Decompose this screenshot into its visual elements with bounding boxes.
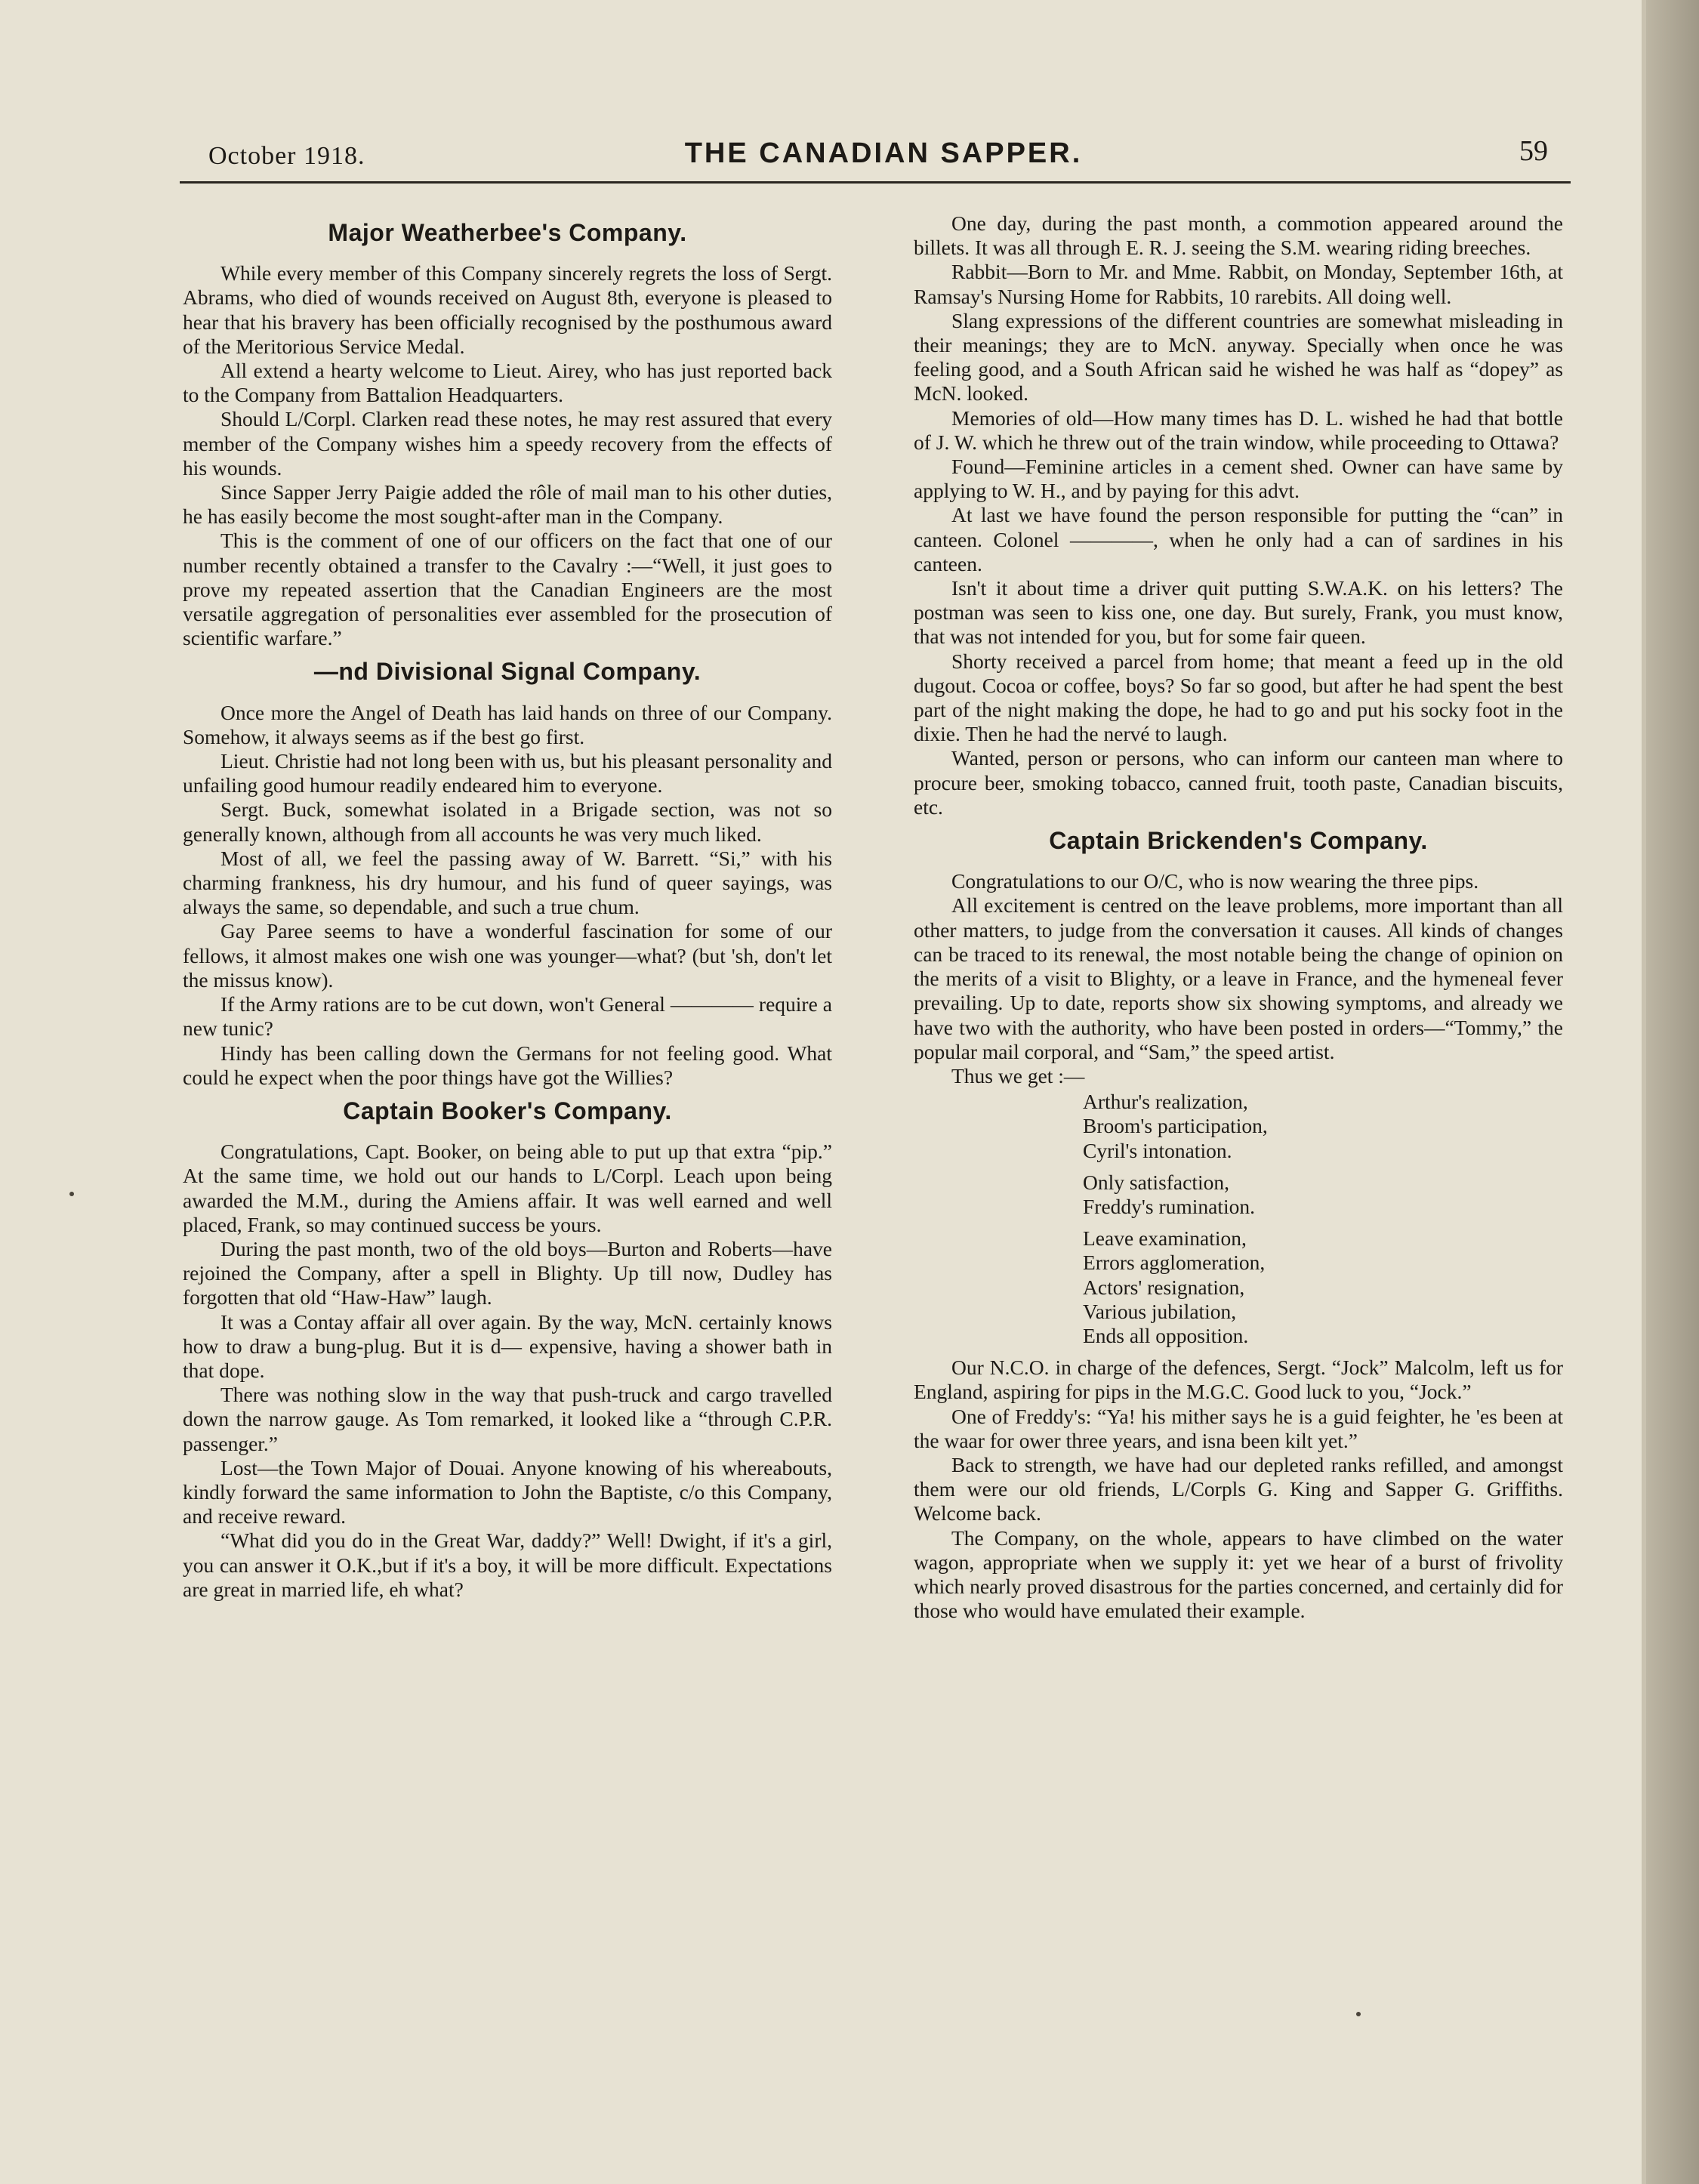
paragraph: Found—Feminine articles in a cement shed. Owner can have same by applying to W. H., and by paying for this advt. [914, 455, 1563, 503]
poem-line: Leave examination, [1083, 1226, 1247, 1251]
poem-line: Arthur's realization, [1083, 1090, 1248, 1114]
poem-line: Only satisfaction, [1083, 1170, 1229, 1194]
acrostic-stanza [1083, 1226, 1563, 1348]
poem-line: Ends all opposition. [1083, 1323, 1249, 1347]
paragraph: There was nothing slow in the way that push-truck and cargo travelled down the narrow gauge. As Tom remarked, it looked like a “through C.P.R. passenger.” [183, 1383, 832, 1455]
acrostic-poem [914, 1090, 1563, 1348]
paragraph: All extend a hearty welcome to Lieut. Airey, who has just reported back to the Company from Battalion Headquarters. [183, 359, 832, 407]
acrostic-stanza [1083, 1171, 1563, 1219]
paragraph: Lost—the Town Major of Douai. Anyone knowing of his whereabouts, kindly forward the same information to John the Baptiste, c/o this Company, and receive reward. [183, 1455, 832, 1528]
paragraph: Sergt. Buck, somewhat isolated in a Brigade section, was not so generally known, although from all accounts he was very much liked. [183, 797, 832, 846]
paragraph: Memories of old—How many times has D. L. wished he had that bottle of J. W. which he threw out of the train window, while proceeding to Ottawa? [914, 406, 1563, 454]
paragraph: Since Sapper Jerry Paigie added the rôle of mail man to his other duties, he has easily become the most sought-after man in the Company. [183, 480, 832, 529]
poem-line: Cyril's intonation. [1083, 1138, 1232, 1162]
paragraph: While every member of this Company sincerely regrets the loss of Sergt. Abrams, who died of wounds received on August 8th, everyone is pleased to hear that his bravery has been officially recognised by the posthumous award of the Meritorious Service Medal. [183, 261, 832, 358]
section-heading: Captain Booker's Company. [343, 1097, 672, 1124]
paragraph: Once more the Angel of Death has laid hands on three of our Company. Somehow, it always seems as if the best go first. [183, 700, 832, 748]
paragraph: It was a Contay affair all over again. By the way, McN. certainly knows how to draw a bung-plug. But it is d— expensive, having a shower bath in that dope. [183, 1309, 832, 1382]
paragraph: Should L/Corpl. Clarken read these notes, he may rest assured that every member of the Company wishes him a speedy recovery from the effects of his wounds. [183, 407, 832, 480]
poem-line: Various jubilation, [1083, 1299, 1237, 1323]
paragraph: “What did you do in the Great War, daddy?” Well! Dwight, if it's a girl, you can answer it O.K.,but if it's a boy, it will be more difficult. Expectations are great in married life, eh what? [183, 1528, 832, 1601]
issue-date: October 1918. [208, 142, 365, 170]
paragraph: Slang expressions of the different countries are somewhat misleading in their meanings; they are to McN. anyway. Specially when once he was feeling good, and a South African said he wished he was half as “dopey” as McN. looked. [914, 308, 1563, 406]
paragraph: If the Army rations are to be cut down, won't General ———— require a new tunic? [183, 992, 832, 1041]
section-heading: Captain Brickenden's Company. [1049, 827, 1428, 855]
paragraph: Our N.C.O. in charge of the defences, Sergt. “Jock” Malcolm, left us for England, aspiring for pips in the M.G.C. Good luck to you, “Jock.” [914, 1356, 1563, 1404]
paragraph: Gay Paree seems to have a wonderful fascination for some of our fellows, it almost makes one wish one was younger—what? (but 'sh, don't let the missus know). [183, 919, 832, 992]
left-column [183, 211, 832, 1602]
paragraph: Hindy has been calling down the Germans for not feeling good. What could he expect when the poor things have got the Willies? [183, 1041, 832, 1089]
paragraph: Back to strength, we have had our depleted ranks refilled, and amongst them were our old friends, L/Corpls G. King and Sapper G. Griffiths. Welcome back. [914, 1452, 1563, 1525]
paragraph: This is the comment of one of our officers on the fact that one of our number recently obtained a transfer to the Cavalry :—“Well, it just goes to prove my repeated assertion that the Canadian Engineers are the most versatile aggregation of personalities ever assembled for the prosecution of scientific warfare.” [183, 529, 832, 650]
paragraph: All excitement is centred on the leave problems, more important than all other matters, to judge from the conversation it causes. All kinds of changes can be traced to its renewal, the most notable being the change of opinion on the merits of a visit to Blighty, or a leave in France, and the hymeneal fever prevailing. Up to date, reports show six showing symptoms, and already we have two with the authority, who have been posted in orders—“Tommy,” the popular mail corporal, and “Sam,” the speed artist. [914, 893, 1563, 1063]
acrostic-stanza [1083, 1090, 1563, 1163]
paragraph: Congratulations, Capt. Booker, on being able to put up that extra “pip.” At the same time, we hold out our hands to L/Corpl. Leach upon being awarded the M.M., during the Amiens affair. It was well earned and well placed, Frank, so may continued success be yours. [183, 1140, 832, 1236]
page-header [181, 127, 1571, 180]
section-heading: Major Weatherbee's Company. [328, 219, 687, 246]
right-column [914, 211, 1563, 1623]
ink-speck [1356, 2012, 1361, 2016]
poem-line: Freddy's rumination. [1083, 1194, 1255, 1218]
paragraph: Congratulations to our O/C, who is now wearing the three pips. [951, 869, 1479, 893]
paragraph: One of Freddy's: “Ya! his mither says he is a guid feighter, he 'es been at the waar for ower three years, and isna been kilt yet.” [914, 1404, 1563, 1452]
paragraph: Thus we get :— [951, 1063, 1085, 1087]
header-rule [180, 181, 1571, 184]
paragraph: Lieut. Christie had not long been with us, but his pleasant personality and unfailing good humour readily endeared him to everyone. [183, 749, 832, 797]
section-heading: —nd Divisional Signal Company. [313, 658, 701, 686]
paragraph: During the past month, two of the old boys—Burton and Roberts—have rejoined the Company, after a spell in Blighty. Up till now, Dudley has forgotten that old “Haw-Haw” laugh. [183, 1236, 832, 1309]
poem-line: Actors' resignation, [1083, 1275, 1245, 1299]
paragraph: The Company, on the whole, appears to have climbed on the water wagon, appropriate when we supply it: yet we hear of a burst of frivolity which nearly proved disastrous for the parties concerned, and certainly did for those who would have emulated their example. [914, 1525, 1563, 1623]
paragraph: Most of all, we feel the passing away of W. Barrett. “Si,” with his charming frankness, his dry humour, and his fund of queer sayings, was always the same, so dependable, and such a true chum. [183, 846, 832, 919]
page-edge [1646, 0, 1699, 2184]
magazine-title: THE CANADIAN SAPPER. [684, 137, 1083, 169]
paragraph: Wanted, person or persons, who can inform our canteen man where to procure beer, smoking tobacco, canned fruit, tooth paste, Canadian biscuits, etc. [914, 746, 1563, 819]
paragraph: Isn't it about time a driver quit putting S.W.A.K. on his letters? The postman was seen to kiss one, one day. But surely, Frank, you must know, that was not intended for you, but for some fair queen. [914, 576, 1563, 649]
poem-line: Errors agglomeration, [1083, 1251, 1266, 1275]
paragraph: Rabbit—Born to Mr. and Mme. Rabbit, on Monday, September 16th, at Ramsay's Nursing Home for Rabbits, 10 rarebits. All doing well. [914, 260, 1563, 308]
paragraph: At last we have found the person responsible for putting the “can” in canteen. Colonel ————, when he only had a can of sardines in his canteen. [914, 503, 1563, 575]
poem-line: Broom's participation, [1083, 1114, 1268, 1138]
page-number: 59 [1519, 135, 1548, 167]
ink-speck [69, 1192, 74, 1196]
paragraph: One day, during the past month, a commotion appeared around the billets. It was all through E. R. J. seeing the S.M. wearing riding breeches. [914, 211, 1563, 260]
paragraph: Shorty received a parcel from home; that meant a feed up in the old dugout. Cocoa or coffee, boys? So far so good, but after he had spent the best part of the night making the dope, he had to go and put his socky foot in the dixie. Then he had the nervé to laugh. [914, 649, 1563, 746]
